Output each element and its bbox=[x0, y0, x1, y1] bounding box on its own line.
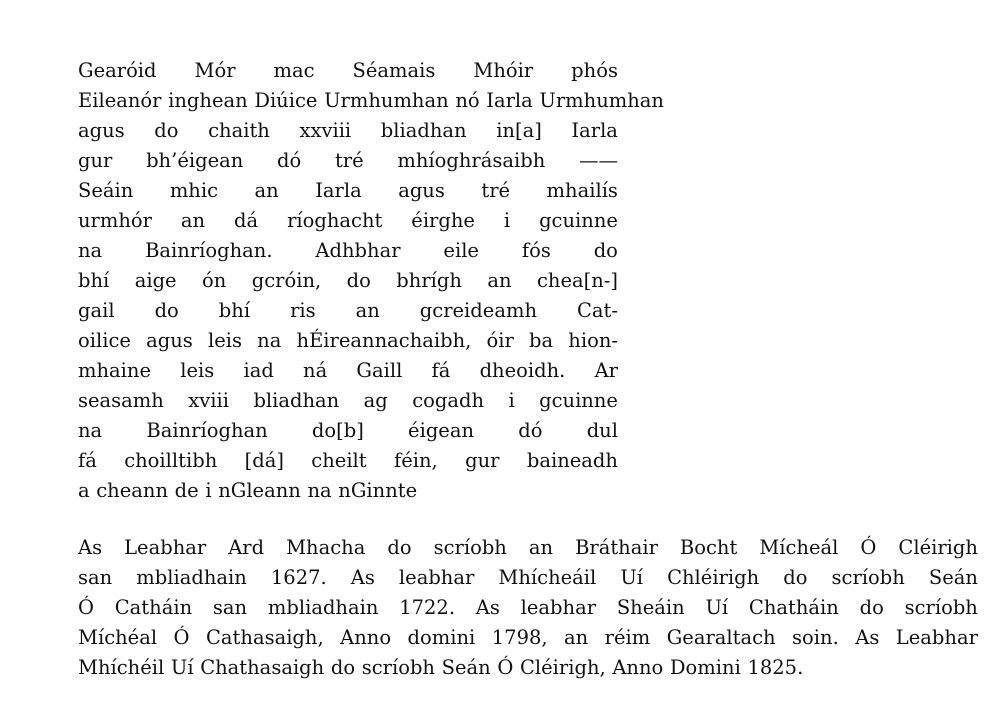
word: Mhíchéil bbox=[78, 656, 165, 679]
text-line bbox=[78, 448, 618, 474]
word: Chathasaigh bbox=[200, 656, 325, 679]
word: in[a] bbox=[496, 119, 542, 142]
word: agus bbox=[146, 329, 193, 352]
word: Leabhar bbox=[124, 536, 207, 559]
word: do bbox=[346, 269, 371, 292]
word: Mícheál bbox=[759, 536, 839, 559]
word: Ó bbox=[497, 656, 514, 679]
word: mhíoghrásaibh bbox=[397, 149, 546, 172]
word: Cathasaigh, bbox=[206, 626, 324, 649]
word: san bbox=[78, 566, 113, 589]
word: As bbox=[855, 626, 880, 649]
text-line bbox=[78, 88, 664, 114]
word: Bocht bbox=[679, 536, 738, 559]
word: Ó bbox=[173, 626, 190, 649]
word: urmhór bbox=[78, 209, 152, 232]
word: baineadh bbox=[526, 449, 618, 472]
word: tré bbox=[334, 149, 364, 172]
word: an bbox=[528, 536, 554, 559]
text-line bbox=[78, 118, 618, 144]
word: hÉireannachaibh, bbox=[296, 329, 472, 352]
word: leabhar bbox=[520, 596, 597, 619]
word: Cléirigh bbox=[898, 536, 978, 559]
word: Mhóir bbox=[473, 59, 534, 82]
word: Seán bbox=[441, 656, 491, 679]
word: Catháin bbox=[114, 596, 193, 619]
word: dó bbox=[277, 149, 302, 172]
word: Sheáin bbox=[616, 596, 685, 619]
word: aige bbox=[134, 269, 177, 292]
word: an bbox=[180, 209, 206, 232]
word: Cléirigh, bbox=[519, 656, 606, 679]
word: éirghe bbox=[411, 209, 475, 232]
word: leis bbox=[207, 329, 242, 352]
word: xxviii bbox=[299, 119, 352, 142]
word: cogadh bbox=[412, 389, 485, 412]
word: soin. bbox=[792, 626, 839, 649]
word: i bbox=[503, 209, 511, 232]
text-line bbox=[78, 418, 618, 444]
word: cheann bbox=[96, 479, 169, 502]
word: Míchéal bbox=[78, 626, 158, 649]
word: seasamh bbox=[78, 389, 164, 412]
text-line bbox=[78, 268, 618, 294]
word: mhaine bbox=[78, 359, 152, 382]
text-line bbox=[78, 595, 978, 621]
word: nGleann bbox=[218, 479, 301, 502]
word: scríobh bbox=[904, 596, 978, 619]
word: bhí bbox=[78, 269, 110, 292]
word: inghean bbox=[168, 89, 248, 112]
word: chaith bbox=[208, 119, 270, 142]
word: Anno bbox=[340, 626, 392, 649]
word: [dá] bbox=[244, 449, 284, 472]
word: Iarla bbox=[486, 89, 533, 112]
word: bhí bbox=[218, 299, 251, 322]
word: oilice bbox=[78, 329, 131, 352]
word: 1825. bbox=[747, 656, 804, 679]
word: mbliadhain bbox=[267, 596, 379, 619]
word: fós bbox=[521, 239, 551, 262]
word: agus bbox=[398, 179, 445, 202]
word: dá bbox=[234, 209, 259, 232]
word: gcuinne bbox=[539, 389, 618, 412]
text-line bbox=[78, 208, 618, 234]
word: Seáin bbox=[78, 179, 134, 202]
word: Chatháin bbox=[748, 596, 839, 619]
word: Iarla bbox=[571, 119, 618, 142]
word: na bbox=[78, 239, 103, 262]
text-line bbox=[78, 328, 618, 354]
word: Ar bbox=[594, 359, 618, 382]
text-line bbox=[78, 58, 618, 84]
word: Leabhar bbox=[895, 626, 978, 649]
word: Mhícheáil bbox=[498, 566, 597, 589]
word: Bráthair bbox=[575, 536, 658, 559]
word: an bbox=[254, 179, 279, 202]
word: phós bbox=[571, 59, 618, 82]
word: óir bbox=[486, 329, 514, 352]
text-line bbox=[78, 178, 618, 204]
word: do bbox=[154, 299, 179, 322]
word: mhic bbox=[169, 179, 219, 202]
text-line bbox=[78, 148, 618, 174]
word: scríobh bbox=[433, 536, 507, 559]
word: ag bbox=[363, 389, 388, 412]
word: Mhacha bbox=[286, 536, 366, 559]
word: 1627. bbox=[270, 566, 327, 589]
word: As bbox=[78, 536, 103, 559]
text-line bbox=[78, 565, 978, 591]
word: mhailís bbox=[546, 179, 618, 202]
word: Ó bbox=[860, 536, 877, 559]
word: a bbox=[78, 479, 90, 502]
word: Uí bbox=[170, 656, 194, 679]
word: do bbox=[783, 566, 808, 589]
word: ba bbox=[529, 329, 554, 352]
word: nó bbox=[455, 89, 480, 112]
word: As bbox=[350, 566, 375, 589]
word: Séamais bbox=[352, 59, 436, 82]
word: bliadhan bbox=[253, 389, 340, 412]
word: dheoidh. bbox=[479, 359, 566, 382]
word: gail bbox=[78, 299, 115, 322]
word: eile bbox=[443, 239, 479, 262]
word: féin, bbox=[394, 449, 438, 472]
word: fá bbox=[431, 359, 451, 382]
word: —— bbox=[579, 149, 618, 172]
word: an bbox=[355, 299, 380, 322]
word: i bbox=[205, 479, 212, 502]
word: an bbox=[564, 626, 589, 649]
text-line bbox=[78, 655, 978, 681]
word: Gearaltach bbox=[666, 626, 776, 649]
word: Eileanór bbox=[78, 89, 162, 112]
word: ón bbox=[202, 269, 227, 292]
word: Cat- bbox=[576, 299, 618, 322]
word: do[b] bbox=[311, 419, 364, 442]
word: Gearóid bbox=[78, 59, 157, 82]
word: xviii bbox=[188, 389, 230, 412]
word: ris bbox=[290, 299, 316, 322]
word: san bbox=[212, 596, 248, 619]
word: mac bbox=[273, 59, 315, 82]
word: Uí bbox=[705, 596, 729, 619]
text-line bbox=[78, 358, 618, 384]
word: Urmhumhan bbox=[324, 89, 449, 112]
word: gcuinne bbox=[539, 209, 618, 232]
word: na bbox=[78, 419, 103, 442]
word: Adhbhar bbox=[315, 239, 401, 262]
word: scríobh bbox=[361, 656, 435, 679]
text-line bbox=[78, 298, 618, 324]
word: tré bbox=[481, 179, 511, 202]
word: 1798, bbox=[491, 626, 548, 649]
word: chea[n-] bbox=[536, 269, 618, 292]
word: na bbox=[307, 479, 332, 502]
text-line bbox=[78, 388, 618, 414]
word: Bainríoghan. bbox=[145, 239, 273, 262]
word: Bainríoghan bbox=[146, 419, 268, 442]
word: domini bbox=[407, 626, 476, 649]
word: Mór bbox=[194, 59, 236, 82]
text-line bbox=[78, 535, 978, 561]
word: na bbox=[257, 329, 282, 352]
word: do bbox=[387, 536, 412, 559]
word: Chléirigh bbox=[667, 566, 760, 589]
word: ná bbox=[303, 359, 328, 382]
word: leabhar bbox=[398, 566, 475, 589]
word: Domini bbox=[669, 656, 741, 679]
word: leis bbox=[180, 359, 215, 382]
word: Seán bbox=[928, 566, 978, 589]
word: iad bbox=[243, 359, 274, 382]
word: cheilt bbox=[311, 449, 367, 472]
word: bh’éigean bbox=[146, 149, 244, 172]
word: dó bbox=[518, 419, 543, 442]
word: 1722. bbox=[399, 596, 456, 619]
word: bhrígh bbox=[396, 269, 462, 292]
word: ríoghacht bbox=[287, 209, 383, 232]
word: Uí bbox=[620, 566, 644, 589]
word: nGinnte bbox=[338, 479, 418, 502]
text-line bbox=[78, 625, 978, 651]
word: Anno bbox=[612, 656, 664, 679]
word: do bbox=[330, 656, 356, 679]
word: As bbox=[475, 596, 500, 619]
word: scríobh bbox=[831, 566, 905, 589]
word: réim bbox=[604, 626, 651, 649]
word: bliadhan bbox=[380, 119, 467, 142]
word: an bbox=[487, 269, 512, 292]
word: Ó bbox=[78, 596, 94, 619]
word: gur bbox=[78, 149, 113, 172]
word: gur bbox=[465, 449, 500, 472]
text-line bbox=[78, 478, 618, 504]
word: choilltibh bbox=[124, 449, 218, 472]
word: mbliadhain bbox=[136, 566, 247, 589]
word: do bbox=[593, 239, 618, 262]
word: Diúice bbox=[254, 89, 318, 112]
word: hion- bbox=[568, 329, 618, 352]
word: gcróin, bbox=[251, 269, 322, 292]
word: do bbox=[154, 119, 179, 142]
word: fá bbox=[78, 449, 97, 472]
word: Gaill bbox=[356, 359, 403, 382]
word: Ard bbox=[228, 536, 265, 559]
word: dul bbox=[586, 419, 618, 442]
word: de bbox=[174, 479, 199, 502]
word: i bbox=[508, 389, 515, 412]
word: agus bbox=[78, 119, 125, 142]
word: do bbox=[859, 596, 884, 619]
word: gcreideamh bbox=[419, 299, 537, 322]
word: Urmhumhan bbox=[539, 89, 664, 112]
word: éigean bbox=[408, 419, 475, 442]
word: Iarla bbox=[315, 179, 362, 202]
text-line bbox=[78, 238, 618, 264]
